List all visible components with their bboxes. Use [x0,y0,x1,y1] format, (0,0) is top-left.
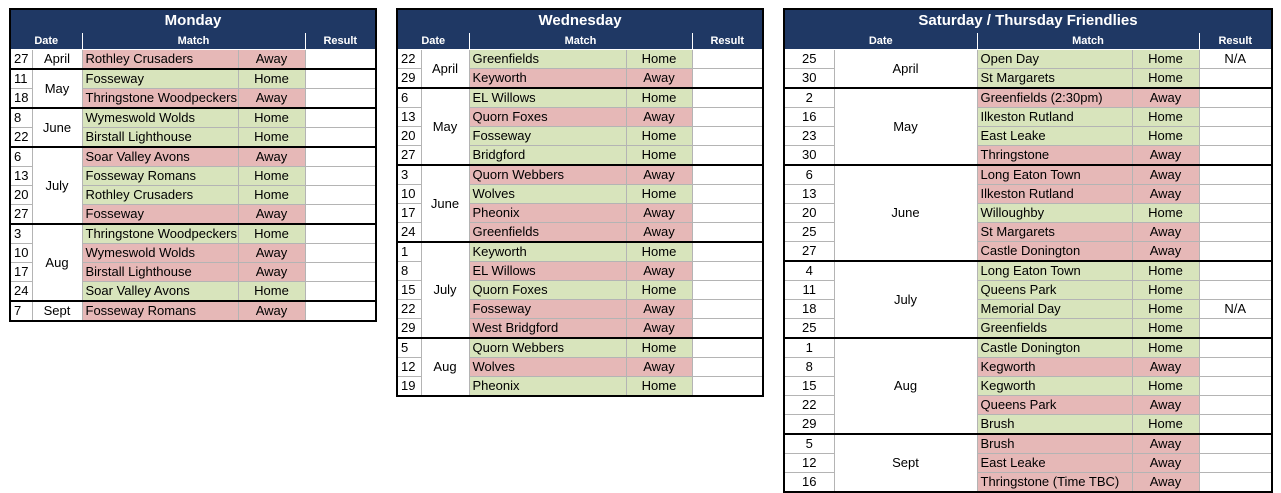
fixture-row [10,301,376,321]
home-away-label: Away [626,300,692,319]
date-header: Date [10,33,82,50]
home-away-label: Away [626,262,692,281]
saturday-friendlies-table [783,8,1273,493]
result-cell [305,263,376,282]
home-away-label: Home [626,185,692,204]
opponent-name: EL Willows [469,88,626,108]
result-cell [692,165,763,185]
fixture-day: 4 [784,261,834,281]
fixture-day: 12 [784,454,834,473]
result-cell [692,300,763,319]
fixture-day: 11 [10,69,32,89]
fixture-day: 20 [397,127,421,146]
opponent-name: Keyworth [469,242,626,262]
monday-fixtures-table [9,8,377,322]
opponent-name: Greenfields [469,50,626,69]
home-away-label: Home [1132,108,1199,127]
result-cell: N/A [1199,300,1272,319]
home-away-label: Away [1132,88,1199,108]
fixture-row [10,108,376,128]
result-cell: N/A [1199,50,1272,69]
monday-title: Monday [10,9,376,33]
opponent-name: Long Eaton Town [977,261,1132,281]
opponent-name: Quorn Foxes [469,108,626,127]
fixture-day: 5 [784,434,834,454]
opponent-name: Quorn Foxes [469,281,626,300]
opponent-name: Soar Valley Avons [82,147,238,167]
fixture-day: 27 [10,205,32,225]
result-cell [692,319,763,339]
home-away-label: Home [238,128,305,148]
opponent-name: Birstall Lighthouse [82,128,238,148]
opponent-name: Greenfields (2:30pm) [977,88,1132,108]
opponent-name: Brush [977,434,1132,454]
result-cell [692,88,763,108]
fixture-day: 22 [10,128,32,148]
home-away-label: Away [1132,146,1199,166]
opponent-name: Queens Park [977,281,1132,300]
fixture-day: 16 [784,473,834,493]
fixture-month: May [834,88,977,165]
result-cell [1199,473,1272,493]
fixture-day: 12 [397,358,421,377]
result-cell [305,89,376,109]
opponent-name: Soar Valley Avons [82,282,238,302]
home-away-label: Away [238,50,305,70]
fixture-month: Aug [32,224,82,301]
result-cell [305,224,376,244]
fixture-day: 17 [10,263,32,282]
opponent-name: Fosseway [469,127,626,146]
home-away-label: Home [1132,319,1199,339]
opponent-name: Pheonix [469,377,626,397]
opponent-name: Wolves [469,358,626,377]
home-away-label: Away [238,263,305,282]
home-away-label: Away [626,165,692,185]
result-cell [692,377,763,397]
fixture-day: 27 [784,242,834,262]
opponent-name: Fosseway Romans [82,301,238,321]
fixture-day: 25 [784,50,834,69]
fixture-day: 22 [397,50,421,69]
result-cell [692,338,763,358]
fixture-day: 27 [10,50,32,70]
result-cell [692,146,763,166]
opponent-name: Castle Donington [977,338,1132,358]
opponent-name: Queens Park [977,396,1132,415]
fixture-day: 8 [10,108,32,128]
fixture-day: 24 [397,223,421,243]
result-header: Result [692,33,763,50]
opponent-name: Quorn Webbers [469,338,626,358]
opponent-name: St Margarets [977,69,1132,89]
home-away-label: Away [626,358,692,377]
result-cell [305,50,376,70]
home-away-label: Home [1132,127,1199,146]
fixture-row [784,338,1272,358]
fixture-day: 29 [397,319,421,339]
result-cell [305,244,376,263]
fixture-month: July [421,242,469,338]
fixture-row [10,50,376,70]
fixture-day: 22 [784,396,834,415]
fixture-day: 13 [10,167,32,186]
opponent-name: Bridgford [469,146,626,166]
opponent-name: West Bridgford [469,319,626,339]
opponent-name: Kegworth [977,358,1132,377]
fixture-row [397,88,763,108]
opponent-name: Rothley Crusaders [82,50,238,70]
fixture-day: 20 [10,186,32,205]
result-cell [1199,377,1272,396]
result-cell [305,301,376,321]
result-cell [692,204,763,223]
fixture-day: 6 [10,147,32,167]
opponent-name: EL Willows [469,262,626,281]
result-cell [1199,358,1272,377]
fixture-row [10,69,376,89]
home-away-label: Home [1132,69,1199,89]
home-away-label: Home [626,281,692,300]
opponent-name: Memorial Day [977,300,1132,319]
opponent-name: Fosseway Romans [82,167,238,186]
result-cell [692,127,763,146]
fixture-day: 20 [784,204,834,223]
home-away-label: Away [238,244,305,263]
result-cell [1199,69,1272,89]
fixture-month: April [421,50,469,89]
fixture-row [784,88,1272,108]
result-cell [1199,434,1272,454]
wednesday-fixtures-table [396,8,764,397]
home-away-label: Home [626,242,692,262]
fixture-day: 25 [784,223,834,242]
fixture-row [10,147,376,167]
opponent-name: St Margarets [977,223,1132,242]
opponent-name: Open Day [977,50,1132,69]
result-cell [1199,185,1272,204]
home-away-label: Home [1132,204,1199,223]
fixture-day: 24 [10,282,32,302]
fixture-month: June [834,165,977,261]
opponent-name: Brush [977,415,1132,435]
date-header: Date [784,33,977,50]
result-cell [1199,127,1272,146]
opponent-name: Fosseway [82,205,238,225]
result-cell [692,358,763,377]
fixture-day: 2 [784,88,834,108]
result-cell [305,205,376,225]
fixture-row [397,338,763,358]
home-away-label: Away [238,301,305,321]
home-away-label: Home [626,338,692,358]
result-cell [305,186,376,205]
opponent-name: Rothley Crusaders [82,186,238,205]
home-away-label: Away [1132,185,1199,204]
fixture-day: 10 [10,244,32,263]
home-away-label: Away [1132,223,1199,242]
result-cell [1199,108,1272,127]
result-cell [1199,165,1272,185]
home-away-label: Home [626,127,692,146]
opponent-name: Greenfields [977,319,1132,339]
opponent-name: Thringstone [977,146,1132,166]
home-away-label: Home [626,88,692,108]
home-away-label: Away [626,223,692,243]
fixture-month: May [32,69,82,108]
result-cell [305,167,376,186]
home-away-label: Home [238,69,305,89]
fixture-month: May [421,88,469,165]
fixture-day: 15 [397,281,421,300]
fixture-day: 3 [397,165,421,185]
fixture-month: July [834,261,977,338]
opponent-name: Quorn Webbers [469,165,626,185]
match-header: Match [82,33,305,50]
opponent-name: Greenfields [469,223,626,243]
home-away-label: Home [238,186,305,205]
result-cell [1199,281,1272,300]
result-cell [305,108,376,128]
home-away-label: Home [1132,300,1199,319]
fixture-day: 1 [397,242,421,262]
home-away-label: Away [626,319,692,339]
match-header: Match [977,33,1199,50]
result-header: Result [1199,33,1272,50]
fixture-day: 17 [397,204,421,223]
fixture-day: 23 [784,127,834,146]
fixture-row [784,50,1272,69]
result-cell [692,69,763,89]
fixture-day: 18 [784,300,834,319]
fixture-row [784,261,1272,281]
home-away-label: Home [1132,415,1199,435]
home-away-label: Home [238,167,305,186]
fixture-day: 10 [397,185,421,204]
fixture-month: June [32,108,82,147]
fixture-day: 8 [784,358,834,377]
match-header: Match [469,33,692,50]
home-away-label: Away [238,147,305,167]
fixture-day: 7 [10,301,32,321]
home-away-label: Home [1132,338,1199,358]
fixture-day: 18 [10,89,32,109]
opponent-name: Wolves [469,185,626,204]
result-cell [692,108,763,127]
opponent-name: Willoughby [977,204,1132,223]
result-cell [692,50,763,69]
fixture-month: Sept [32,301,82,321]
opponent-name: Wymeswold Wolds [82,244,238,263]
fixture-day: 27 [397,146,421,166]
result-cell [1199,338,1272,358]
result-cell [1199,454,1272,473]
home-away-label: Home [1132,261,1199,281]
home-away-label: Away [238,205,305,225]
home-away-label: Away [1132,358,1199,377]
fixture-day: 22 [397,300,421,319]
home-away-label: Home [1132,50,1199,69]
result-cell [305,128,376,148]
result-cell [1199,261,1272,281]
fixture-row [397,50,763,69]
result-cell [1199,415,1272,435]
home-away-label: Home [626,146,692,166]
fixture-month: April [834,50,977,89]
result-cell [1199,88,1272,108]
wednesday-title: Wednesday [397,9,763,33]
fixture-day: 13 [784,185,834,204]
home-away-label: Away [626,204,692,223]
fixture-day: 16 [784,108,834,127]
result-header: Result [305,33,376,50]
fixture-day: 30 [784,146,834,166]
fixture-day: 29 [784,415,834,435]
fixture-day: 8 [397,262,421,281]
fixture-day: 3 [10,224,32,244]
result-cell [305,69,376,89]
result-cell [1199,146,1272,166]
fixture-row [397,242,763,262]
opponent-name: Pheonix [469,204,626,223]
result-cell [692,262,763,281]
fixture-day: 30 [784,69,834,89]
result-cell [692,223,763,243]
home-away-label: Home [1132,377,1199,396]
fixture-day: 25 [784,319,834,339]
home-away-label: Home [1132,281,1199,300]
result-cell [1199,204,1272,223]
home-away-label: Home [626,377,692,397]
result-cell [1199,242,1272,262]
fixture-month: Aug [421,338,469,396]
fixture-row [784,165,1272,185]
fixture-row [10,224,376,244]
fixture-month: Aug [834,338,977,434]
home-away-label: Home [238,108,305,128]
opponent-name: East Leake [977,454,1132,473]
fixture-month: Sept [834,434,977,492]
opponent-name: Thringstone Woodpeckers [82,224,238,244]
fixture-day: 15 [784,377,834,396]
opponent-name: Fosseway [469,300,626,319]
home-away-label: Away [1132,434,1199,454]
fixture-day: 5 [397,338,421,358]
opponent-name: East Leake [977,127,1132,146]
result-cell [1199,396,1272,415]
opponent-name: Keyworth [469,69,626,89]
fixture-day: 19 [397,377,421,397]
result-cell [692,281,763,300]
fixture-row [397,165,763,185]
result-cell [692,242,763,262]
opponent-name: Fosseway [82,69,238,89]
fixture-month: April [32,50,82,70]
home-away-label: Away [238,89,305,109]
opponent-name: Ilkeston Rutland [977,185,1132,204]
home-away-label: Away [626,108,692,127]
date-header: Date [397,33,469,50]
opponent-name: Thringstone (Time TBC) [977,473,1132,493]
opponent-name: Kegworth [977,377,1132,396]
home-away-label: Away [1132,454,1199,473]
opponent-name: Castle Donington [977,242,1132,262]
fixture-day: 6 [397,88,421,108]
fixture-day: 13 [397,108,421,127]
result-cell [692,185,763,204]
opponent-name: Long Eaton Town [977,165,1132,185]
opponent-name: Ilkeston Rutland [977,108,1132,127]
home-away-label: Home [238,224,305,244]
home-away-label: Away [1132,242,1199,262]
opponent-name: Birstall Lighthouse [82,263,238,282]
result-cell [305,282,376,302]
home-away-label: Away [1132,165,1199,185]
home-away-label: Away [626,69,692,89]
fixture-day: 29 [397,69,421,89]
home-away-label: Home [626,50,692,69]
home-away-label: Away [1132,473,1199,493]
home-away-label: Away [1132,396,1199,415]
result-cell [1199,319,1272,339]
fixture-day: 6 [784,165,834,185]
opponent-name: Wymeswold Wolds [82,108,238,128]
result-cell [305,147,376,167]
fixture-month: June [421,165,469,242]
saturday-title: Saturday / Thursday Friendlies [784,9,1272,33]
fixture-day: 1 [784,338,834,358]
result-cell [1199,223,1272,242]
opponent-name: Thringstone Woodpeckers [82,89,238,109]
fixture-month: July [32,147,82,224]
fixture-row [784,434,1272,454]
home-away-label: Home [238,282,305,302]
fixture-day: 11 [784,281,834,300]
